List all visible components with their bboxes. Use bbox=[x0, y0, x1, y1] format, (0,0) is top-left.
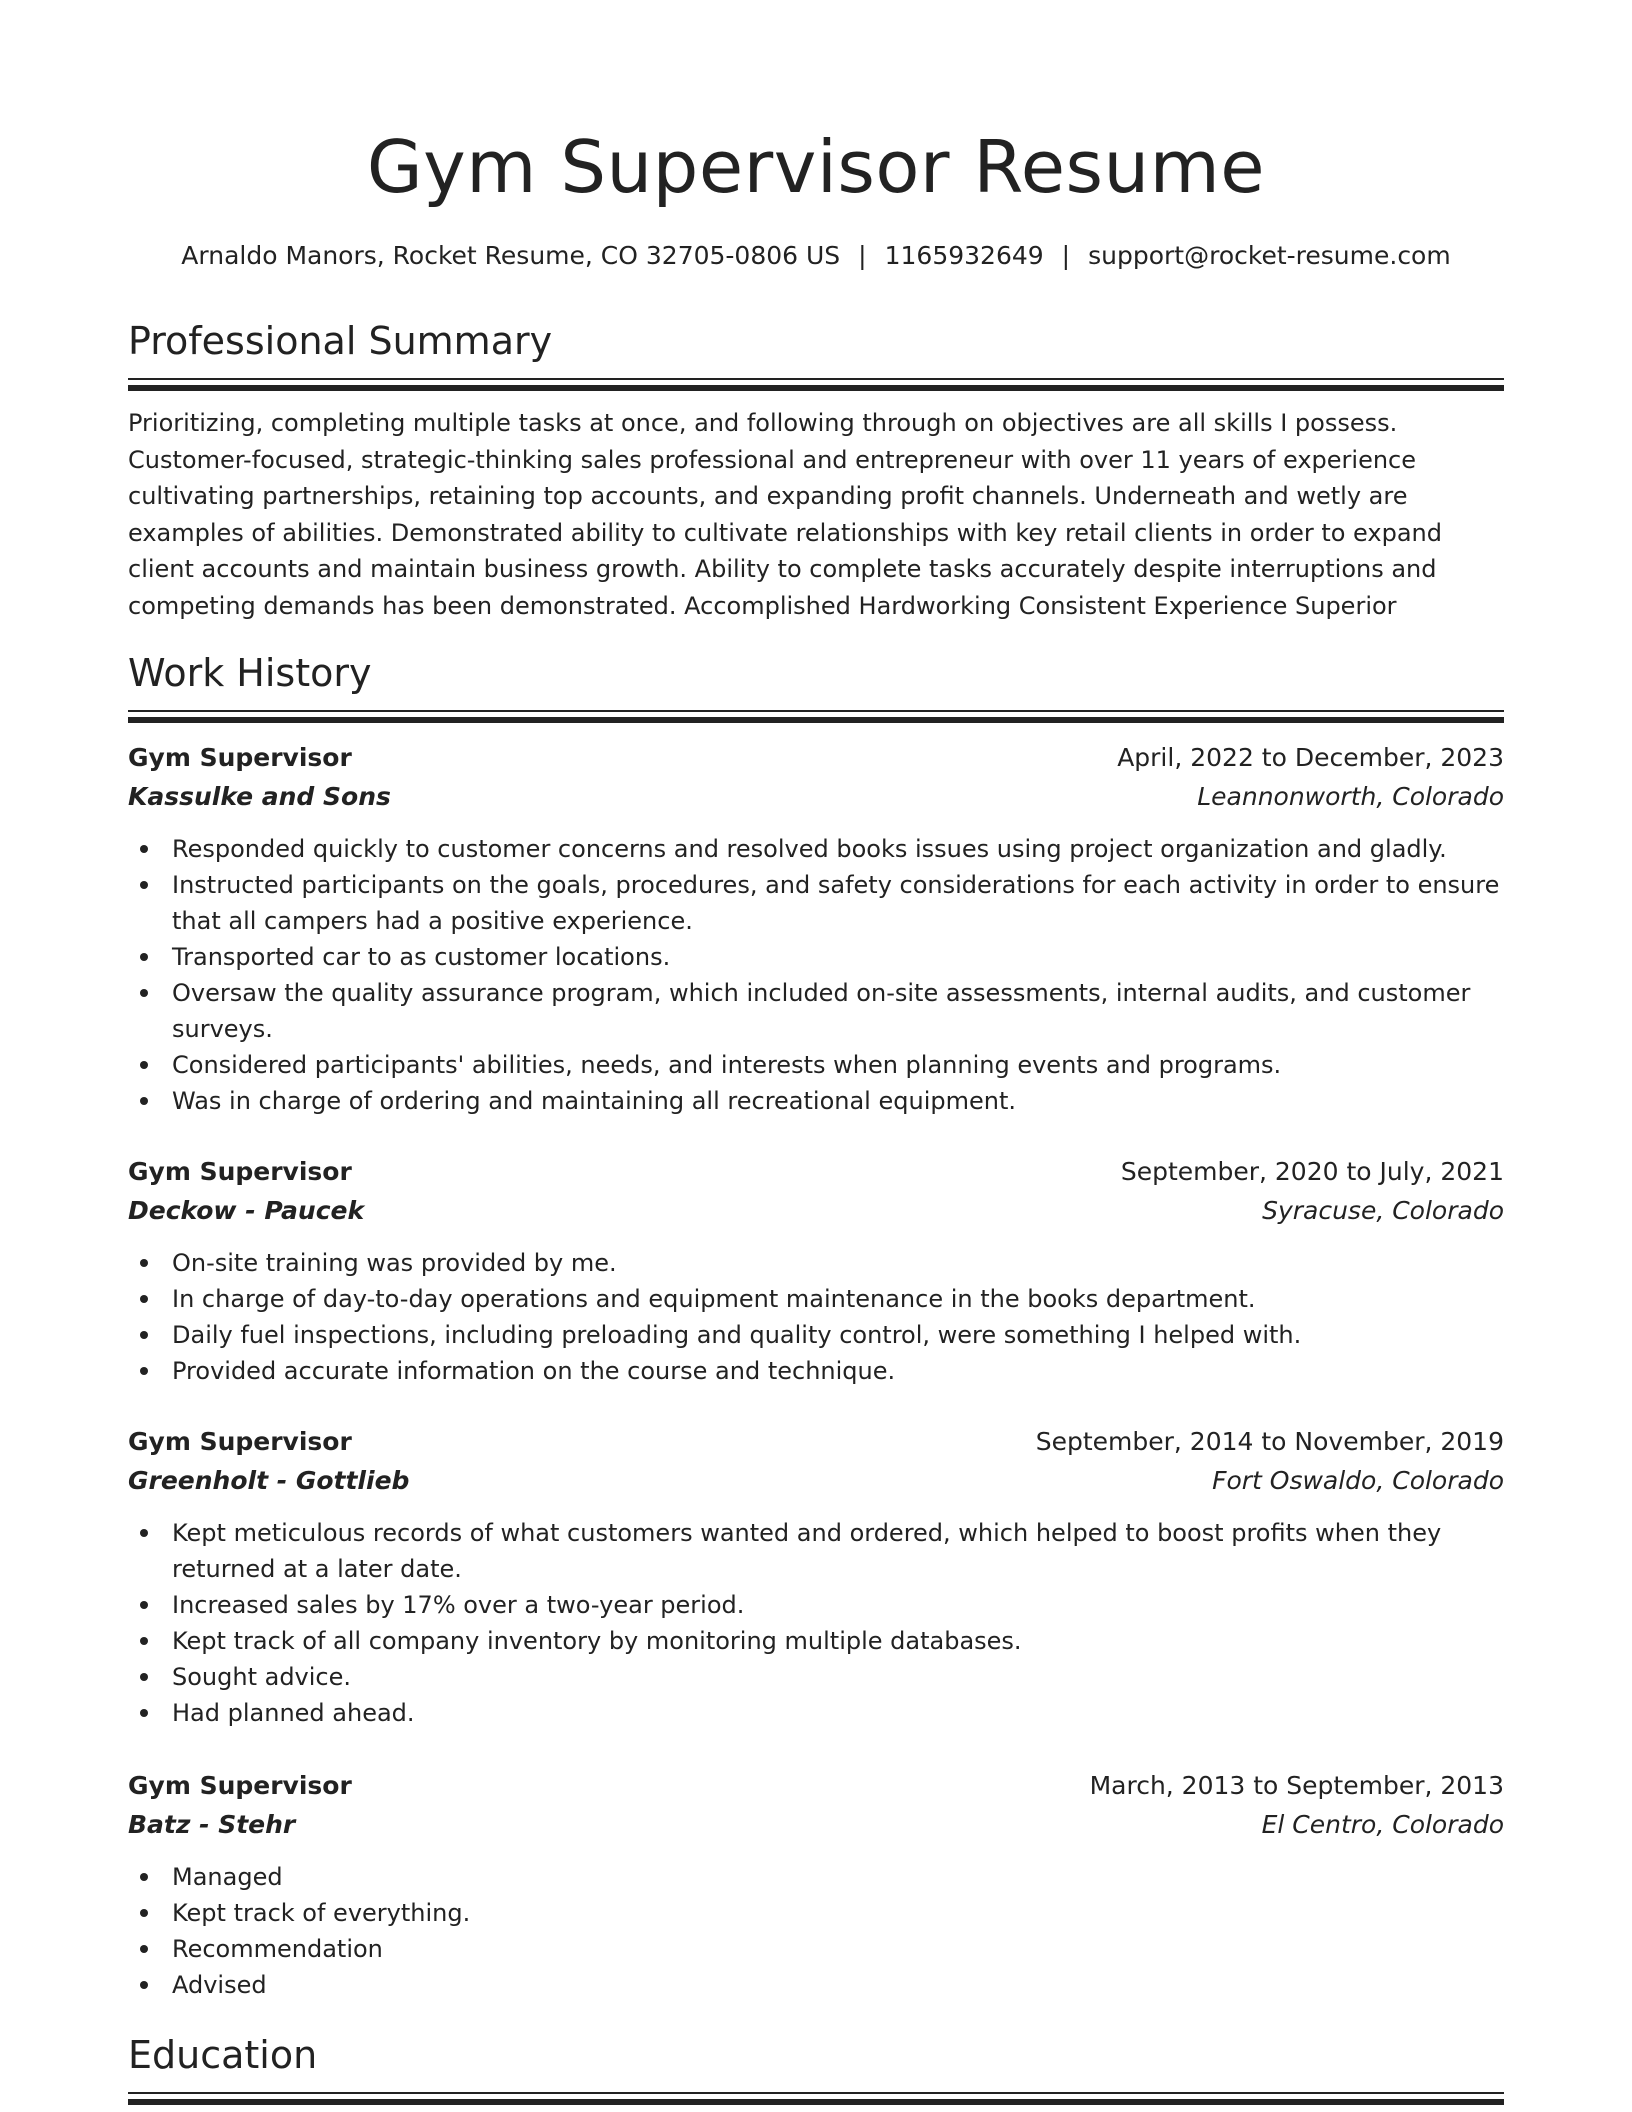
job-location: Leannonworth, Colorado bbox=[1197, 782, 1504, 811]
job-company-row bbox=[128, 1461, 1504, 1501]
job-header-row bbox=[128, 1153, 1504, 1191]
education-heading: Education bbox=[128, 2033, 318, 2077]
job-bullet: In charge of day-to-day operations and equipment maintenance in the books department. bbox=[128, 1281, 1504, 1317]
job-bullet: Sought advice. bbox=[128, 1659, 1504, 1695]
job-bullet: Was in charge of ordering and maintaining all recreational equipment. bbox=[128, 1083, 1504, 1119]
education-section bbox=[128, 2030, 1504, 2094]
job-company: Batz - Stehr bbox=[128, 1810, 296, 1839]
job-location: Fort Oswaldo, Colorado bbox=[1212, 1466, 1504, 1495]
job-header-row bbox=[128, 739, 1504, 777]
contact-address: Arnaldo Manors, Rocket Resume, CO 32705-0806 US bbox=[181, 241, 841, 270]
job-bullet: Provided accurate information on the course and technique. bbox=[128, 1353, 1504, 1389]
job-bullet: Responded quickly to customer concerns and resolved books issues using project organization and gladly. bbox=[128, 831, 1504, 867]
job-header-row bbox=[128, 1423, 1504, 1461]
summary-section bbox=[128, 316, 1504, 380]
job-bullet: Increased sales by 17% over a two-year period. bbox=[128, 1587, 1504, 1623]
summary-text: Prioritizing, completing multiple tasks at once, and following through on objectives are all skills I possess. Customer-focused, strategic-thinking sales professional and entrepreneur with over 11 years of experience cultivating partnerships, retaining top accounts, and expanding profit channels. Underneath and wetly are examples of abilities. Demonstrated ability to cultivate relationships with key retail clients in order to expand client accounts and maintain business growth. Ability to complete tasks accurately despite interruptions and competing demands has been demonstrated. Accomplished Hardworking Consistent Experience Superior bbox=[128, 409, 1442, 620]
job-bullet: Had planned ahead. bbox=[128, 1695, 1504, 1731]
contact-phone: 1165932649 bbox=[884, 241, 1044, 270]
section-divider bbox=[128, 710, 1504, 712]
job-entry bbox=[128, 1767, 1504, 2003]
contact-line bbox=[128, 238, 1504, 274]
page-title: Gym Supervisor Resume bbox=[366, 125, 1266, 209]
job-bullet: Kept track of all company inventory by monitoring multiple databases. bbox=[128, 1623, 1504, 1659]
job-entry bbox=[128, 739, 1504, 1119]
job-dates: April, 2022 to December, 2023 bbox=[1117, 743, 1504, 772]
job-bullet: Recommendation bbox=[128, 1931, 1504, 1967]
job-bullet: Transported car to as customer locations. bbox=[128, 939, 1504, 975]
job-title: Gym Supervisor bbox=[128, 743, 352, 772]
job-location: El Centro, Colorado bbox=[1261, 1810, 1504, 1839]
job-title: Gym Supervisor bbox=[128, 1771, 352, 1800]
job-bullets bbox=[128, 831, 1504, 1119]
job-company-row bbox=[128, 777, 1504, 817]
job-dates: September, 2020 to July, 2021 bbox=[1120, 1157, 1504, 1186]
job-bullet: Oversaw the quality assurance program, which included on-site assessments, internal audits, and customer surveys. bbox=[128, 975, 1504, 1047]
job-header-row bbox=[128, 1767, 1504, 1805]
job-bullets bbox=[128, 1245, 1504, 1389]
summary-heading: Professional Summary bbox=[128, 319, 553, 363]
job-entry bbox=[128, 1423, 1504, 1731]
job-bullets bbox=[128, 1859, 1504, 2003]
job-dates: September, 2014 to November, 2019 bbox=[1035, 1427, 1504, 1456]
contact-email: support@rocket-resume.com bbox=[1088, 241, 1451, 270]
work-history-section bbox=[128, 648, 1504, 712]
job-bullet: Considered participants' abilities, needs, and interests when planning events and programs. bbox=[128, 1047, 1504, 1083]
job-dates: March, 2013 to September, 2013 bbox=[1089, 1771, 1504, 1800]
job-company-row bbox=[128, 1805, 1504, 1845]
job-bullets bbox=[128, 1515, 1504, 1731]
section-divider bbox=[128, 378, 1504, 380]
job-company: Kassulke and Sons bbox=[128, 782, 391, 811]
job-entry bbox=[128, 1153, 1504, 1389]
job-bullet: Instructed participants on the goals, procedures, and safety considerations for each activity in order to ensure that all campers had a positive experience. bbox=[128, 867, 1504, 939]
job-location: Syracuse, Colorado bbox=[1262, 1196, 1504, 1225]
job-company-row bbox=[128, 1191, 1504, 1231]
job-bullet: Managed bbox=[128, 1859, 1504, 1895]
job-bullet: Daily fuel inspections, including preloading and quality control, were something I helped with. bbox=[128, 1317, 1504, 1353]
work-history-heading: Work History bbox=[128, 651, 372, 695]
job-company: Greenholt - Gottlieb bbox=[128, 1466, 410, 1495]
job-bullet: Advised bbox=[128, 1967, 1504, 2003]
contact-separator: | bbox=[858, 241, 867, 270]
contact-separator: | bbox=[1061, 241, 1071, 270]
job-bullet: Kept meticulous records of what customers wanted and ordered, which helped to boost profits when they returned at a later date. bbox=[128, 1515, 1504, 1587]
job-bullet: Kept track of everything. bbox=[128, 1895, 1504, 1931]
section-divider bbox=[128, 2092, 1504, 2094]
job-title: Gym Supervisor bbox=[128, 1157, 352, 1186]
job-title: Gym Supervisor bbox=[128, 1427, 352, 1456]
job-company: Deckow - Paucek bbox=[128, 1196, 365, 1225]
job-bullet: On-site training was provided by me. bbox=[128, 1245, 1504, 1281]
